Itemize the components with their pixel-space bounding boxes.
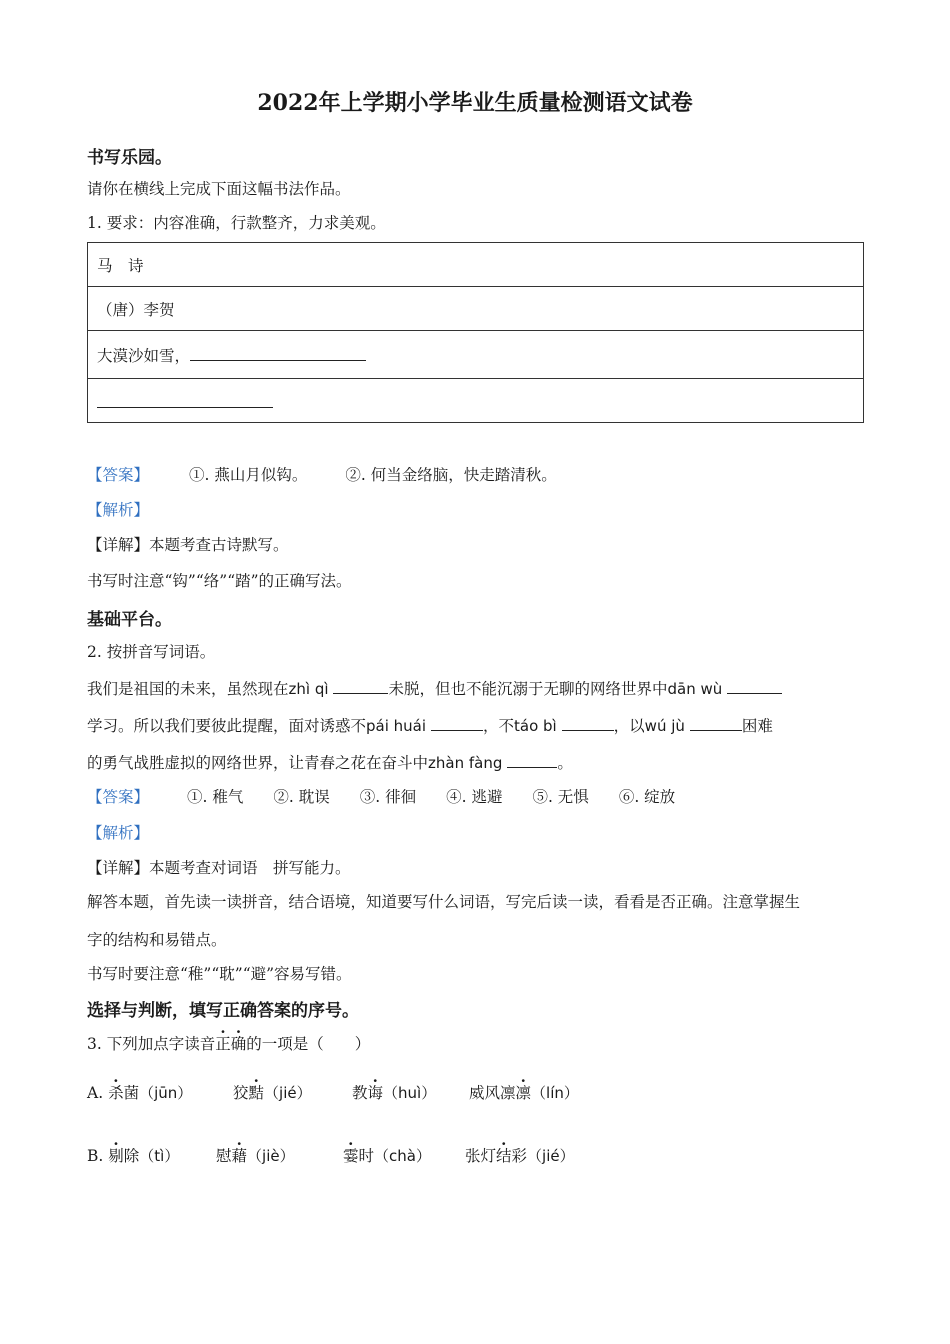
question-3 bbox=[87, 1032, 370, 1054]
poem-table bbox=[87, 242, 864, 423]
poem-line2-cell bbox=[88, 379, 864, 423]
answer-item: ⑤. 无惧 bbox=[532, 788, 589, 806]
pinyin-reading: （tì） bbox=[139, 1147, 180, 1165]
option-word: 彩 bbox=[511, 1147, 528, 1165]
pinyin-prompt: zhàn fàng bbox=[428, 754, 503, 772]
pinyin-reading: （lín） bbox=[531, 1084, 579, 1102]
pinyin-reading: （huì） bbox=[383, 1084, 437, 1102]
option-word: 教 bbox=[352, 1084, 368, 1102]
q2-text: 未脱，但也不能沉溺于无聊的网络世界中 bbox=[388, 680, 668, 698]
dotted-char: 正 bbox=[215, 1035, 231, 1053]
answer-item: ①. 燕山月似钩。 bbox=[189, 466, 308, 484]
answer-item: ②. 何当金络脑，快走踏清秋。 bbox=[345, 466, 557, 484]
dotted-char: 确 bbox=[230, 1035, 247, 1053]
q2-text: ，以 bbox=[613, 717, 645, 735]
option-word: 威风凛 bbox=[469, 1084, 516, 1102]
dotted-char: 藉 bbox=[231, 1147, 248, 1165]
answer-row-1 bbox=[87, 463, 557, 485]
option-b[interactable] bbox=[87, 1144, 179, 1166]
option-a-word-2 bbox=[233, 1081, 312, 1103]
explanation-para-2: 字的结构和易错点。 bbox=[87, 931, 227, 949]
question-2: 2. 按拼音写词语。 bbox=[87, 643, 216, 661]
note-text: 书写时注意“钩”“络”“踏”的正确写法。 bbox=[87, 572, 352, 590]
q3-text: 3. 下列加点字读音 bbox=[87, 1035, 216, 1053]
answer-blank[interactable] bbox=[727, 676, 782, 694]
option-word: 狡 bbox=[233, 1084, 249, 1102]
analysis-label: 【解析】 bbox=[87, 501, 150, 519]
answer-blank[interactable] bbox=[333, 676, 388, 694]
page-title: 2022年上学期小学毕业生质量检测语文试卷 bbox=[257, 90, 693, 116]
answer-blank[interactable] bbox=[507, 750, 557, 768]
poem-author-cell: （唐）李贺 bbox=[88, 287, 864, 331]
option-label: B. bbox=[87, 1147, 109, 1165]
q2-text: 。 bbox=[557, 754, 573, 772]
dotted-char: 黠 bbox=[248, 1084, 265, 1102]
answer-label: 【答案】 bbox=[87, 466, 150, 484]
q3-text: 的一项是（ ） bbox=[246, 1035, 371, 1053]
answer-row-2 bbox=[87, 785, 675, 807]
answer-item: ①. 稚气 bbox=[187, 788, 244, 806]
section-heading-choice: 选择与判断，填写正确答案的序号。 bbox=[87, 1001, 359, 1021]
option-word: 时 bbox=[358, 1147, 375, 1165]
pinyin-reading: （jié） bbox=[264, 1084, 312, 1102]
poem-title-cell: 马 诗 bbox=[88, 243, 864, 287]
q2-text: 学习。所以我们要彼此提醒，面对诱惑不 bbox=[87, 717, 367, 735]
q2-line-2 bbox=[87, 713, 773, 736]
answer-blank[interactable] bbox=[562, 713, 614, 731]
section-heading-basics: 基础平台。 bbox=[87, 610, 172, 630]
pinyin-reading: （jié） bbox=[527, 1147, 575, 1165]
answer-blank[interactable] bbox=[690, 713, 742, 731]
option-a-word-3 bbox=[352, 1081, 436, 1103]
answer-item: ④. 逃避 bbox=[446, 788, 503, 806]
q2-text: ，不 bbox=[482, 717, 514, 735]
pinyin-prompt: pái huái bbox=[366, 717, 427, 735]
pinyin-prompt: wú jù bbox=[644, 717, 685, 735]
dotted-char: 结 bbox=[496, 1147, 512, 1165]
option-b-word-2 bbox=[216, 1144, 295, 1166]
pinyin-prompt: dān wù bbox=[667, 680, 723, 698]
poem-line1-text: 大漠沙如雪， bbox=[97, 347, 191, 365]
option-b-word-3 bbox=[343, 1144, 431, 1166]
option-b-word-4 bbox=[465, 1144, 575, 1166]
pinyin-reading: （chà） bbox=[374, 1147, 431, 1165]
answer-item: ⑥. 绽放 bbox=[618, 788, 676, 806]
option-word: 张灯 bbox=[465, 1147, 497, 1165]
detail-text: 【详解】本题考查对词语 拼写能力。 bbox=[87, 859, 351, 877]
option-word: 菌 bbox=[123, 1084, 140, 1102]
note-text: 书写时要注意“稚”“耽”“避”容易写错。 bbox=[87, 965, 352, 983]
dotted-char: 杀 bbox=[108, 1084, 124, 1102]
answer-blank-2[interactable] bbox=[97, 390, 273, 408]
option-label: A. bbox=[87, 1084, 109, 1102]
pinyin-prompt: zhì qì bbox=[288, 680, 329, 698]
pinyin-reading: （jiè） bbox=[247, 1147, 295, 1165]
dotted-char: 诲 bbox=[367, 1084, 384, 1102]
option-a[interactable] bbox=[87, 1081, 192, 1103]
q2-text: 的勇气战胜虚拟的网络世界，让青春之花在奋斗中 bbox=[87, 754, 429, 772]
answer-label: 【答案】 bbox=[87, 788, 150, 806]
section-heading-writing: 书写乐园。 bbox=[87, 148, 172, 168]
option-a-word-4 bbox=[469, 1081, 579, 1103]
explanation-para-1: 解答本题，首先读一读拼音，结合语境，知道要写什么词语，写完后读一读，看看是否正确。注意掌握生 bbox=[87, 893, 801, 911]
pinyin-reading: （jūn） bbox=[139, 1084, 193, 1102]
dotted-char: 霎 bbox=[343, 1147, 359, 1165]
option-word: 除 bbox=[123, 1147, 140, 1165]
answer-blank-1[interactable] bbox=[190, 343, 366, 361]
q2-line-3 bbox=[87, 750, 573, 773]
detail-text: 【详解】本题考查古诗默写。 bbox=[87, 536, 289, 554]
option-word: 慰 bbox=[216, 1147, 232, 1165]
instruction-text: 请你在横线上完成下面这幅书法作品。 bbox=[87, 180, 351, 198]
dotted-char: 剔 bbox=[108, 1147, 124, 1165]
question-1: 1. 要求：内容准确，行款整齐，力求美观。 bbox=[87, 214, 386, 232]
answer-item: ②. 耽误 bbox=[273, 788, 330, 806]
q2-line-1 bbox=[87, 676, 782, 699]
answer-blank[interactable] bbox=[431, 713, 483, 731]
q2-text: 我们是祖国的未来，虽然现在 bbox=[87, 680, 289, 698]
pinyin-prompt: táo bì bbox=[514, 717, 557, 735]
answer-item: ③. 徘徊 bbox=[359, 788, 417, 806]
dotted-char: 凛 bbox=[515, 1084, 532, 1102]
poem-line1-cell bbox=[88, 331, 864, 379]
analysis-label: 【解析】 bbox=[87, 824, 150, 842]
q2-text: 困难 bbox=[741, 717, 773, 735]
